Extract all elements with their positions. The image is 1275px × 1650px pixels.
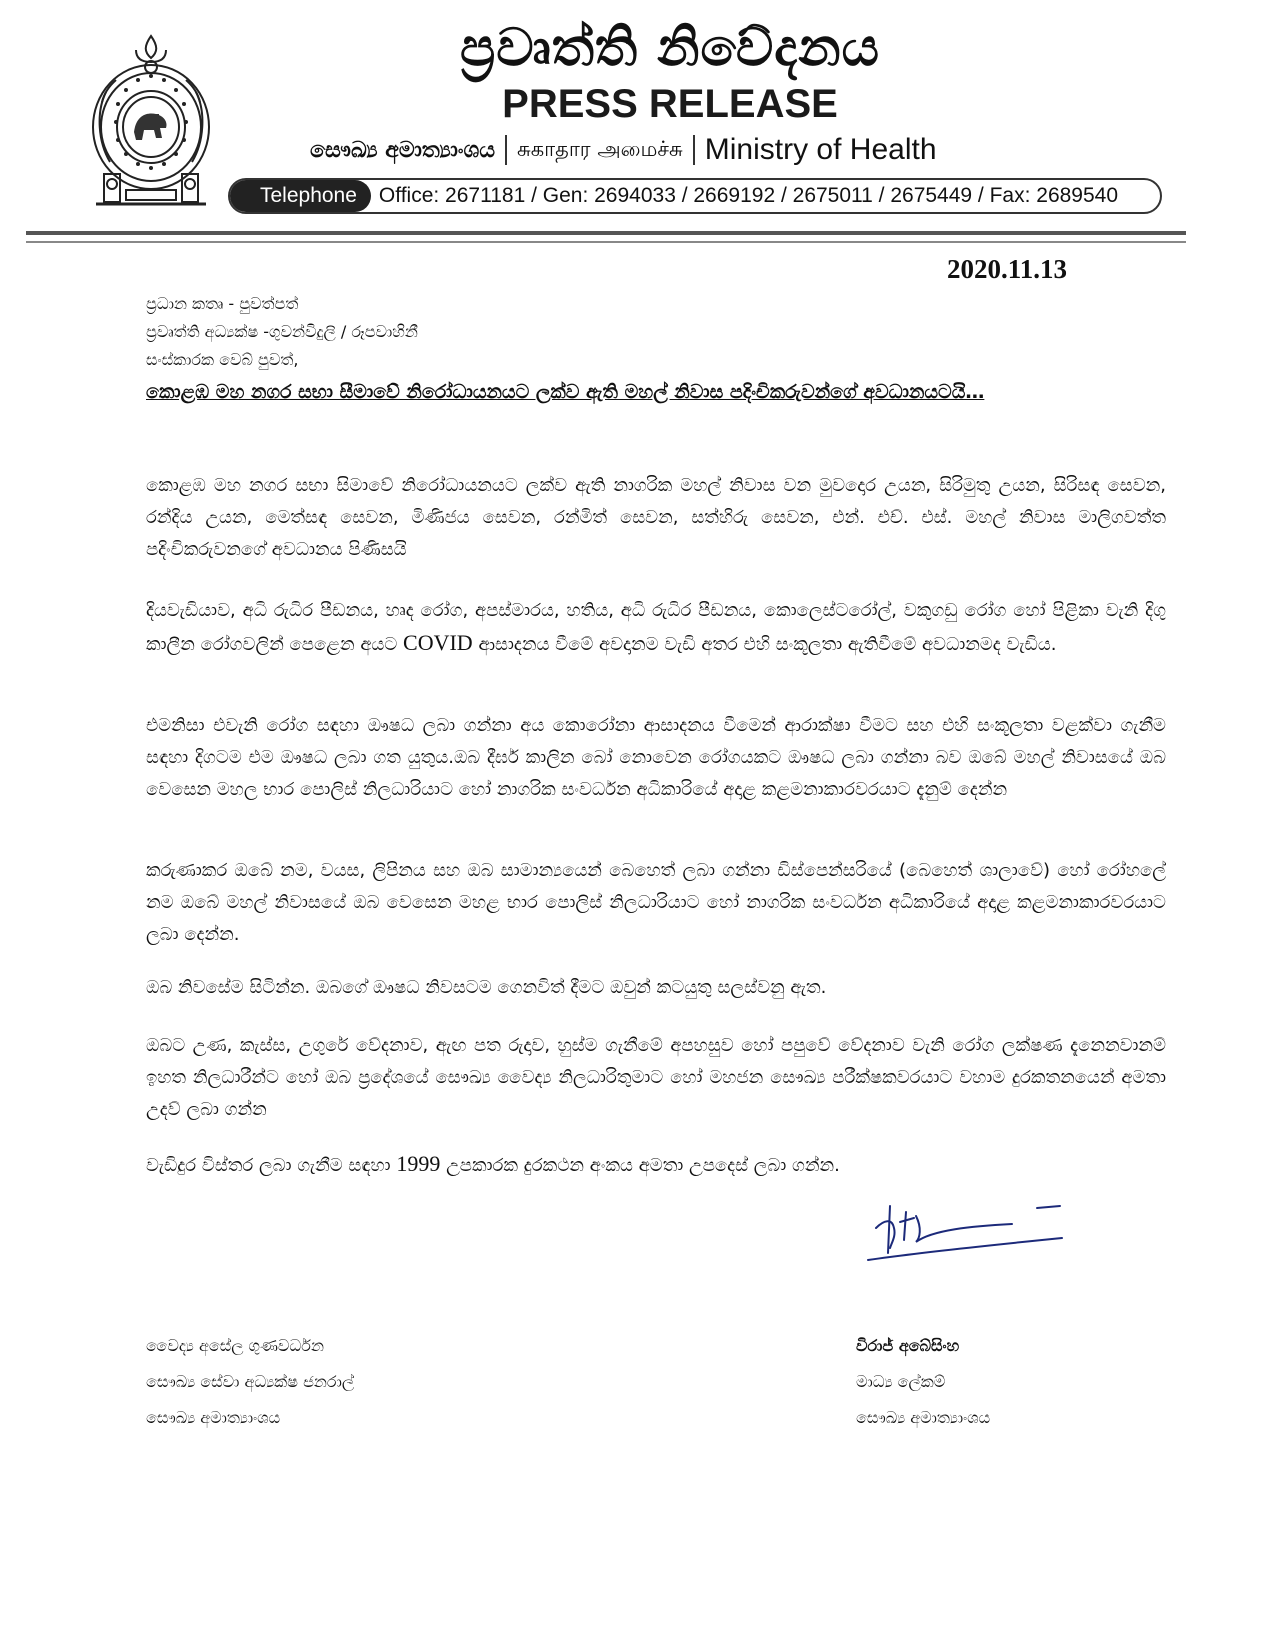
paragraph-1: කොළඹ මහ නගර සභා සිමාවේ නිරෝධායනයට ලක්ව ඇති නාගරික මහල් නිවාස වන මුවදොර උයන, සිරිමුතු උයන, සිරිසඳ සෙවන, රන්දිය උයන, මෙත්සඳ සෙවන, මිණිජය සෙවන, රන්මිත් සෙවන, සත්හිරු සෙවන, එන්. එච්. එස්. මහල් නිවාස මාලිගවත්ත පදිංචිකරුවනගේ අවධානය පිණිසයි bbox=[146, 475, 1166, 560]
telephone-numbers: Office: 2671181 / Gen: 2694033 / 2669192 / 2675011 / 2675449 / Fax: 2689540 bbox=[378, 184, 1119, 207]
recipient-line: ප්‍රධාන කතෘ - පුවත්පත් bbox=[146, 294, 299, 313]
paragraph-2-text-end: ආසාදනය වීමේ අවදානම වැඩි අතර එහි සංකූලතා ඇතිවීමේ අවධානමද වැඩිය. bbox=[478, 634, 1057, 655]
ministry-tamil: சுகாதார அமைச்சு bbox=[517, 136, 683, 161]
ministry-english: Ministry of Health bbox=[704, 133, 937, 166]
government-emblem-icon bbox=[86, 32, 216, 212]
title-english: PRESS RELEASE bbox=[502, 82, 838, 126]
title-sinhala: ප්‍රවෘත්ති නිවේදනය bbox=[460, 18, 880, 78]
recipient-line: ප්‍රවෘත්ති අධ්‍යක්ෂ -ගුවන්විදුලි / රූපවාහිනී bbox=[146, 322, 418, 341]
release-date: 2020.11.13 bbox=[946, 254, 1067, 284]
subject-heading: කොළඹ මහ නගර සභා සීමාවේ නිරෝධායනයට ලක්ව ඇති මහල් නිවාස පදිංචිකරුවන්ගේ අවධානයටයි… bbox=[146, 381, 985, 403]
signatory-right bbox=[856, 1328, 990, 1436]
telephone-label: Telephone bbox=[230, 180, 371, 212]
hotline-number: 1999 bbox=[396, 1151, 441, 1176]
signatory-left-org: සෞඛ්‍ය අමාත්‍යාංශය bbox=[146, 1408, 281, 1427]
paragraph-2-covid: COVID bbox=[403, 630, 473, 655]
ministry-sinhala: සෞඛ්‍ය අමාත්‍යාංශය bbox=[310, 137, 496, 163]
paragraph-6: ඔබට උණ, කැස්ස, උගුරේ වේදනාව, ඇඟ පත රුදාව, හුස්ම ගැනීමේ අපහසුව හෝ පපුවේ වේදනාව වැනි රෝග ලක්ෂණ දැනෙනවානම් ඉහත නිලධාරීන්ට හෝ ඔබ ප්‍රදේශයේ සෞඛ්‍ය වෛද්‍ය නිලධාරිතුමාට හෝ මහජන සෞඛ්‍ය පරීක්ෂකවරයාට වහාම දුරකතනයෙන් අමතා උදව් ලබා ගන්න bbox=[146, 1035, 1166, 1120]
signatory-right-name: විරාජ් අබේසිංහ bbox=[856, 1336, 960, 1355]
paragraph-5: ඔබ නිවසේම සිටින්න. ඔබගේ ඖෂධ නිවසටම ගෙනවිත් දීමට ඔවුන් කටයුතු සලස්වනු ඇත. bbox=[146, 977, 827, 998]
divider bbox=[505, 135, 507, 165]
paragraph-7-text-end: උපකාරක දුරකථන අංකය අමතා උපදෙස් ලබා ගන්න. bbox=[446, 1155, 840, 1176]
header-rule-thin bbox=[26, 241, 1186, 243]
signatory-left-title: සෞඛ්‍ය සේවා අධ්‍යක්ෂ ජනරාල් bbox=[146, 1372, 355, 1391]
paragraph-3: එමනිසා එවැනි රෝග සඳහා ඖෂධ ලබා ගන්නා අය කොරෝනා ආසාදනය වීමෙන් ආරාක්ෂා වීමට සහ එහි සංකූලතා වළක්වා ගැනීම සඳහා දිගටම එම ඖෂධ ලබා ගත යුතුය.ඔබ දීර්ඝ කාලින බෝ නොවෙන රෝගයකට ඖෂධ ලබා ගන්නා බව ඔබේ මහල් නිවාසයේ ඔබ වෙසෙන මහල භාර පොලිස් නිලධාරියාට හෝ නාගරික සංවර්ධන අධිකාරියේ අදාළ කළමනාකාරවරයාට දැනුම් දෙන්න bbox=[146, 715, 1166, 800]
recipient-line: සංස්කාරක වෙබ් පුවත්, bbox=[146, 350, 299, 369]
telephone-bar bbox=[228, 178, 1162, 214]
recipient-list bbox=[146, 290, 418, 374]
signatory-left bbox=[146, 1328, 354, 1436]
signature-icon bbox=[862, 1198, 1072, 1268]
signatory-right-org: සෞඛ්‍ය අමාත්‍යාංශය bbox=[856, 1408, 991, 1427]
header-rule bbox=[26, 231, 1186, 235]
signatory-left-name: වෛද්‍ය අසේල ගුණවර්ධන bbox=[146, 1336, 324, 1355]
paragraph-2-text: දියවැඩියාව, අධි රුධිර පීඩනය, හෘද රෝග, අපස්මාරය, හතිය, අධි රුධිර පීඩනය, කොලෙස්ටරෝල්, වකුගඩු රෝග හෝ පිළිකා වැනි දිගු කාලීන රෝගවලින් පෙළෙන අයට bbox=[146, 600, 1166, 655]
divider bbox=[693, 135, 695, 165]
paragraph-2 bbox=[146, 595, 1166, 661]
paragraph-4: කරුණාකර ඔබේ නම, වයස, ලිපිනය සහ ඔබ සාමාන්‍යයෙන් බෙහෙත් ලබා ගන්නා ඩිස්පෙන්සරියේ (බෙහෙත් ශාලාවේ) හෝ රෝහලේ නම ඔබේ මහල් නිවාසයේ ඔබ වෙසෙන මහළ භාර පොලිස් නිලධාරියාට හෝ නාගරික සංවර්ධන අධිකාරියේ අදාළ කළමනාකාරවරයාට ලබා දෙන්න. bbox=[146, 860, 1166, 945]
signatory-right-title: මාධ්‍ය ලේකම් bbox=[856, 1372, 946, 1391]
paragraph-7-text: වැඩිදුර විස්තර ලබා ගැනීම සඳහා bbox=[146, 1155, 391, 1176]
ministry-line bbox=[310, 130, 937, 170]
paragraph-7 bbox=[146, 1148, 1166, 1182]
